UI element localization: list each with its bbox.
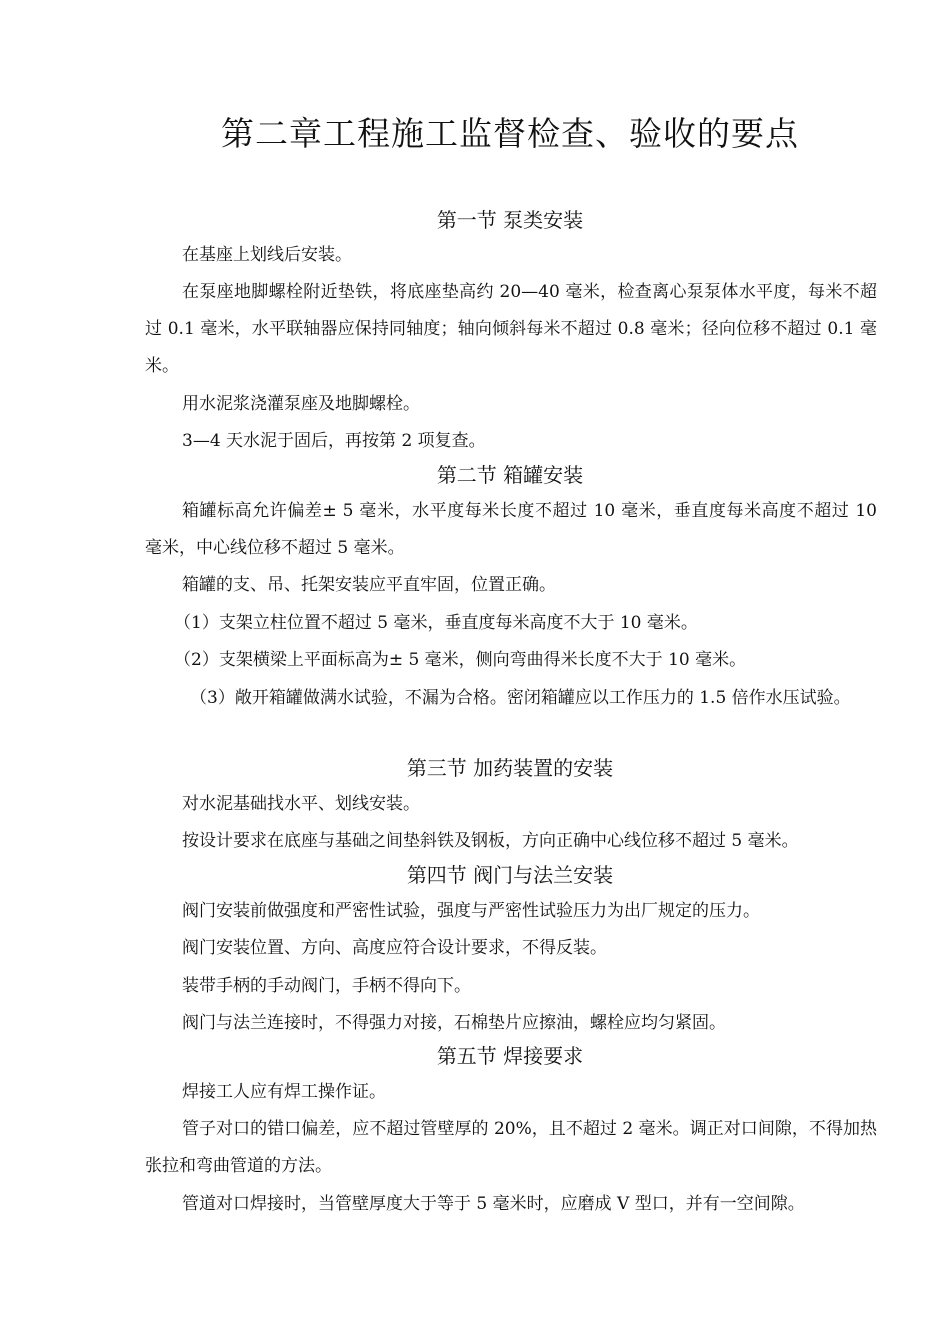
chapter-title: 第二章工程施工监督检查、验收的要点 — [221, 114, 799, 153]
paragraph: 装带手柄的手动阀门，手柄不得向下。 — [182, 976, 471, 996]
paragraph: 焊接工人应有焊工操作证。 — [182, 1082, 386, 1102]
paragraph: 对水泥基础找水平、划线安装。 — [182, 794, 420, 814]
section-heading-5: 第五节 焊接要求 — [436, 1044, 584, 1068]
paragraph: 阀门安装前做强度和严密性试验，强度与严密性试验压力为出厂规定的压力。 — [182, 901, 760, 921]
paragraph: 管子对口的错口偏差，应不超过管壁厚的 20%，且不超过 2 毫米。调正对口间隙，不得加热张拉和弯曲管道的方法。 — [145, 1119, 877, 1176]
paragraph: 阀门安装位置、方向、高度应符合设计要求，不得反装。 — [182, 938, 607, 958]
paragraph: 在基座上划线后安装。 — [182, 245, 352, 265]
section-heading-3: 第三节 加药装置的安装 — [406, 756, 614, 780]
list-item: （3）敞开箱罐做满水试验，不漏为合格。密闭箱罐应以工作压力的 1.5 倍作水压试验。 — [190, 688, 851, 708]
list-item: （2）支架横梁上平面标高为± 5 毫米，侧向弯曲得米长度不大于 10 毫米。 — [174, 650, 747, 670]
section-heading-4: 第四节 阀门与法兰安装 — [406, 863, 614, 887]
paragraph: 箱罐的支、吊、托架安装应平直牢固，位置正确。 — [182, 575, 556, 595]
paragraph: 在泵座地脚螺栓附近垫铁，将底座垫高约 20—40 毫米，检查离心泵泵体水平度，每米不超过 0.1 毫米，水平联轴器应保持同轴度；轴向倾斜每米不超过 0.8 毫米；径向位移不超过 0.1 毫米。 — [145, 282, 877, 376]
paragraph: 按设计要求在底座与基础之间垫斜铁及钢板，方向正确中心线位移不超过 5 毫米。 — [182, 831, 799, 851]
section-heading-2: 第二节 箱罐安装 — [436, 463, 584, 487]
section-heading-1: 第一节 泵类安装 — [436, 208, 584, 232]
paragraph: 3—4 天水泥于固后，再按第 2 项复查。 — [182, 431, 486, 451]
list-item: （1）支架立柱位置不超过 5 毫米，垂直度每米高度不大于 10 毫米。 — [174, 613, 698, 633]
paragraph: 管道对口焊接时，当管壁厚度大于等于 5 毫米时，应磨成 V 型口，并有一空间隙。 — [182, 1194, 805, 1214]
paragraph: 用水泥浆浇灌泵座及地脚螺栓。 — [182, 394, 420, 414]
paragraph: 阀门与法兰连接时，不得强力对接，石棉垫片应擦油，螺栓应均匀紧固。 — [182, 1013, 726, 1033]
paragraph: 箱罐标高允许偏差± 5 毫米，水平度每米长度不超过 10 毫米，垂直度每米高度不超过 10 毫米，中心线位移不超过 5 毫米。 — [145, 501, 877, 558]
